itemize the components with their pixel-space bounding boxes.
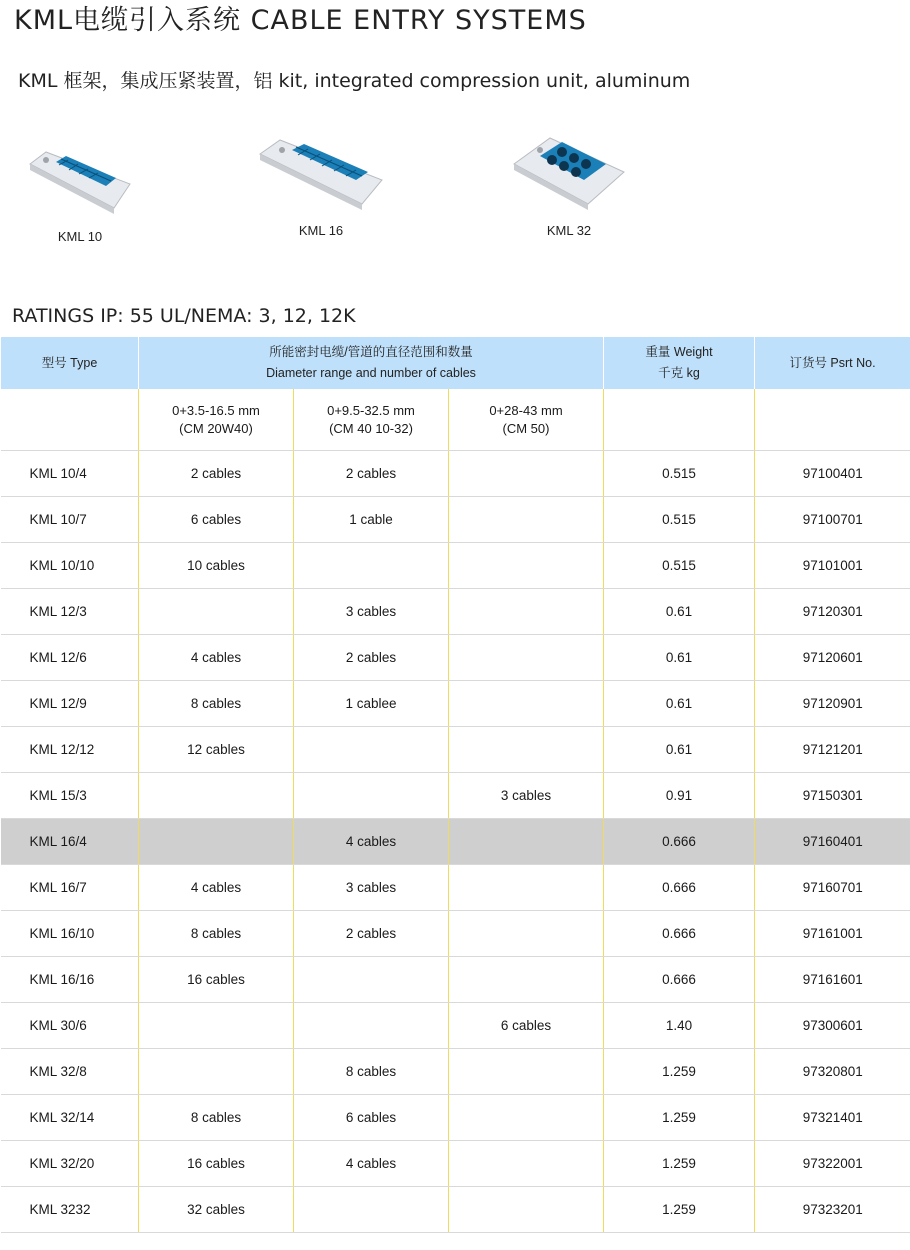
cell-type: KML 12/6 [1,635,139,681]
cell-weight: 1.259 [604,1187,755,1233]
spec-table [0,337,910,1233]
cell-weight: 0.666 [604,957,755,1003]
cell-large-range [449,681,604,727]
cell-part-no: 97120601 [755,635,910,681]
header-range-en: Diameter range and number of cables [266,366,476,380]
cell-medium-range [294,727,449,773]
cell-type: KML 10/4 [1,451,139,497]
table-header-row [1,337,910,389]
table-row [1,543,910,589]
header-weight-label: 重量 Weight [645,345,713,359]
cell-type: KML 16/7 [1,865,139,911]
cell-part-no: 97320801 [755,1049,910,1095]
cell-small-range: 12 cables [139,727,294,773]
header-type: 型号 Type [1,337,139,389]
table-row [1,865,910,911]
ratings-text: RATINGS IP: 55 UL/NEMA: 3, 12, 12K [12,305,356,327]
cell-small-range: 10 cables [139,543,294,589]
header-range-cn: 所能密封电缆/管道的直径范围和数量 [269,345,473,359]
table-row [1,451,910,497]
cm-text: (CM 20W40) [179,420,253,436]
cell-medium-range [294,1003,449,1049]
cell-large-range [449,911,604,957]
cell-large-range [449,957,604,1003]
cell-weight: 0.61 [604,727,755,773]
kml32-frame-image [510,134,628,214]
table-row [1,1187,910,1233]
table-row [1,681,910,727]
cell-small-range: 16 cables [139,957,294,1003]
cell-weight: 1.259 [604,1141,755,1187]
cell-part-no: 97150301 [755,773,910,819]
cm-text: (CM 50) [502,420,550,436]
range-text: 0+28-43 mm [489,402,563,418]
cell-type: KML 10/7 [1,497,139,543]
header-weight [604,337,755,389]
cell-weight: 0.515 [604,543,755,589]
cell-medium-range: 3 cables [294,865,449,911]
cell-type: KML 12/3 [1,589,139,635]
cell-medium-range: 6 cables [294,1095,449,1141]
cell-weight: 0.91 [604,773,755,819]
cell-part-no: 97300601 [755,1003,910,1049]
cell-small-range [139,819,294,865]
cell-type: KML 16/10 [1,911,139,957]
cell-weight: 0.515 [604,497,755,543]
table-row [1,1003,910,1049]
cell-small-range [139,1049,294,1095]
table-row [1,1141,910,1187]
cell-medium-range: 3 cables [294,589,449,635]
cell-weight: 0.666 [604,865,755,911]
cell-large-range [449,727,604,773]
cell-weight: 0.666 [604,911,755,957]
cell-medium-range [294,773,449,819]
table-row [1,773,910,819]
product-kml10 [26,150,134,244]
cell-small-range: 16 cables [139,1141,294,1187]
cell-large-range [449,589,604,635]
cell-small-range [139,1003,294,1049]
cell-small-range: 8 cables [139,681,294,727]
cell-type: KML 32/20 [1,1141,139,1187]
cell-weight: 0.61 [604,635,755,681]
subheader-range-small [139,389,294,451]
cell-small-range: 2 cables [139,451,294,497]
cell-part-no: 97101001 [755,543,910,589]
cell-part-no: 97323201 [755,1187,910,1233]
cell-large-range [449,543,604,589]
product-kml16 [256,138,386,238]
cell-large-range [449,1095,604,1141]
cell-small-range: 4 cables [139,865,294,911]
cell-medium-range: 2 cables [294,451,449,497]
product-kml32 [510,134,628,238]
cell-large-range [449,1049,604,1095]
cell-weight: 0.515 [604,451,755,497]
subheader-range-large [449,389,604,451]
table-row [1,911,910,957]
cell-type: KML 16/16 [1,957,139,1003]
cell-type: KML 12/9 [1,681,139,727]
cell-type: KML 3232 [1,1187,139,1233]
cell-part-no: 97160701 [755,865,910,911]
cell-small-range: 8 cables [139,1095,294,1141]
table-row [1,589,910,635]
cell-small-range: 8 cables [139,911,294,957]
header-range [139,337,604,389]
cell-type: KML 32/14 [1,1095,139,1141]
cell-part-no: 97322001 [755,1141,910,1187]
subheader-empty [604,389,755,451]
cell-weight: 0.666 [604,819,755,865]
cell-medium-range: 1 cablee [294,681,449,727]
subheader-row [1,389,910,451]
cell-type: KML 32/8 [1,1049,139,1095]
cell-large-range: 3 cables [449,773,604,819]
table-row [1,1049,910,1095]
header-weight-unit: 千克 kg [658,366,700,380]
range-text: 0+3.5-16.5 mm [172,402,260,418]
cell-weight: 1.259 [604,1095,755,1141]
cell-medium-range: 1 cable [294,497,449,543]
cell-medium-range: 4 cables [294,819,449,865]
cell-large-range [449,635,604,681]
cell-medium-range [294,957,449,1003]
table-row [1,819,910,865]
table-row [1,1095,910,1141]
table-row [1,635,910,681]
table-row [1,497,910,543]
cell-large-range: 6 cables [449,1003,604,1049]
table-row [1,727,910,773]
product-label: KML 32 [546,223,592,238]
cell-type: KML 15/3 [1,773,139,819]
cell-type: KML 12/12 [1,727,139,773]
cell-part-no: 97161601 [755,957,910,1003]
cell-small-range [139,589,294,635]
cell-part-no: 97120301 [755,589,910,635]
cell-medium-range [294,1187,449,1233]
cell-small-range: 32 cables [139,1187,294,1233]
cell-small-range: 4 cables [139,635,294,681]
cm-text: (CM 40 10-32) [329,420,413,436]
cell-type: KML 16/4 [1,819,139,865]
page-subtitle: KML 框架，集成压紧装置，铝 kit, integrated compression unit, aluminum [18,70,691,92]
cell-medium-range: 4 cables [294,1141,449,1187]
cell-part-no: 97120901 [755,681,910,727]
cell-type: KML 30/6 [1,1003,139,1049]
product-label: KML 16 [298,223,344,238]
cell-part-no: 97321401 [755,1095,910,1141]
cell-part-no: 97160401 [755,819,910,865]
range-text: 0+9.5-32.5 mm [327,402,415,418]
cell-medium-range: 2 cables [294,635,449,681]
subheader-range-medium [294,389,449,451]
cell-medium-range: 8 cables [294,1049,449,1095]
cell-part-no: 97121201 [755,727,910,773]
cell-large-range [449,865,604,911]
page-title: KML电缆引入系统 CABLE ENTRY SYSTEMS [14,5,587,36]
cell-weight: 1.259 [604,1049,755,1095]
kml16-frame-image [256,138,386,214]
cell-weight: 0.61 [604,589,755,635]
product-label: KML 10 [57,229,103,244]
cell-large-range [449,1187,604,1233]
cell-medium-range [294,543,449,589]
table-row [1,957,910,1003]
cell-large-range [449,819,604,865]
cell-weight: 0.61 [604,681,755,727]
cell-medium-range: 2 cables [294,911,449,957]
cell-large-range [449,497,604,543]
cell-small-range: 6 cables [139,497,294,543]
header-part-no: 订货号 Psrt No. [755,337,910,389]
cell-large-range [449,451,604,497]
kml10-frame-image [26,150,134,220]
subheader-empty [1,389,139,451]
cell-type: KML 10/10 [1,543,139,589]
cell-part-no: 97161001 [755,911,910,957]
cell-weight: 1.40 [604,1003,755,1049]
cell-small-range [139,773,294,819]
subheader-empty [755,389,910,451]
cell-part-no: 97100701 [755,497,910,543]
cell-large-range [449,1141,604,1187]
cell-part-no: 97100401 [755,451,910,497]
